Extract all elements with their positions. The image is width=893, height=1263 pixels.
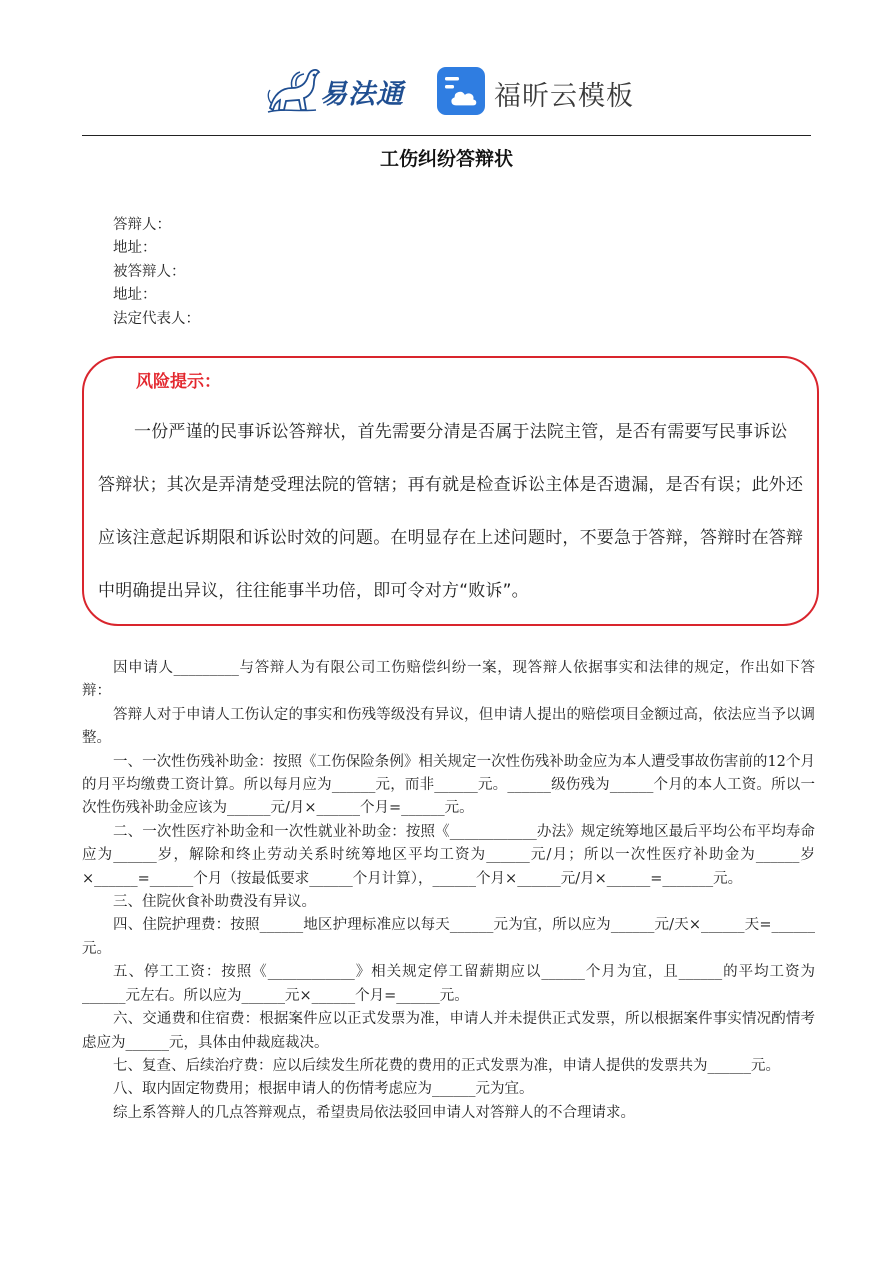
applicant-label: 被答辩人： [113,263,186,280]
header-logos [262,62,642,122]
paragraph-position: 答辩人对于申请人工伤认定的事实和伤残等级没有异议，但申请人提出的赔偿项目金额过高，依法应当予以调整。 [82,706,815,747]
qilin-mascot-icon [264,64,322,116]
applicant-address-label: 地址： [113,287,157,304]
foxit-cloud-template-text: 福昕云模板 [494,81,634,112]
yifatong-logo-text: 易法通 [320,79,404,110]
respondent-label: 答辩人： [113,217,171,233]
respondent-address-label: 地址： [113,240,157,257]
defense-body [82,657,815,1125]
foxit-cloud-template-logo [436,64,646,120]
document-title: 工伤纠纷答辩状 [379,148,513,170]
paragraph-disability-subsidy: 一、一次性伤残补助金：按照《工伤保险条例》相关规定一次性伤残补助金应为本人遭受事故伤害前的12个月的月平均缴费工资计算。所以每月应为______元，而非______元。______级伤残为______个月的本人工资。所以一次性伤残补助金应该为______元/月×______个月=______元。 [82,753,815,817]
party-info [113,214,200,331]
risk-tip-body: 一份严谨的民事诉讼答辩状，首先需要分清是否属于法院主管，是否有需要写民事诉讼答辩状；其次是弄清楚受理法院的管辖；再有就是检查诉讼主体是否遗漏，是否有误；此外还应该注意起诉期限和诉讼时效的问题。在明显存在上述问题时，不要急于答辩，答辩时在答辩中明确提出异议，往往能事半功倍，即可令对方“败诉”。 [98,422,804,601]
risk-tip-title: 风险提示： [136,372,221,392]
paragraph-transport-lodging: 六、交通费和住宿费：根据案件应以正式发票为准，申请人并未提供正式发票，所以根据案件事实情况酌情考虑应为______元，具体由仲裁庭裁决。 [82,1011,815,1051]
risk-tip-box [82,356,819,626]
paragraph-fixation-removal: 八、取内固定物费用；根据申请人的伤情考虑应为______元为宜。 [113,1081,534,1098]
paragraph-work-stoppage-wage: 五、停工工资：按照《____________》相关规定停工留薪期应以______个月为宜，且______的平均工资为______元左右。所以应为______元×______个月=______元。 [82,964,815,1004]
header-divider [82,135,811,136]
cloud-doc-icon [436,66,486,116]
legal-representative-label: 法定代表人： [113,310,200,327]
yifatong-logo [262,62,412,118]
paragraph-follow-up-treatment: 七、复查、后续治疗费：应以后续发生所花费的费用的正式发票为准，申请人提供的发票共为______元。 [113,1057,780,1074]
paragraph-conclusion: 综上系答辩人的几点答辩观点，希望贵局依法驳回申请人对答辩人的不合理请求。 [113,1104,635,1121]
paragraph-intro: 因申请人_________与答辩人为有限公司工伤赔偿纠纷一案，现答辩人依据事实和法律的规定，作出如下答辩： [82,660,815,700]
paragraph-nursing-fee: 四、住院护理费：按照______地区护理标准应以每天______元为宜，所以应为______元/天×______天=______元。 [82,917,815,957]
paragraph-medical-employment-subsidy: 二、一次性医疗补助金和一次性就业补助金：按照《____________办法》规定统筹地区最后平均公布平均寿命应为______岁，解除和终止劳动关系时统筹地区平均工资为______元/月；所以一次性医疗补助金为______岁×______=______个月（按最低要求______个月计算），______个月×______元/月×______=_______元。 [82,823,815,887]
paragraph-meal-subsidy: 三、住院伙食补助费没有异议。 [113,894,316,911]
